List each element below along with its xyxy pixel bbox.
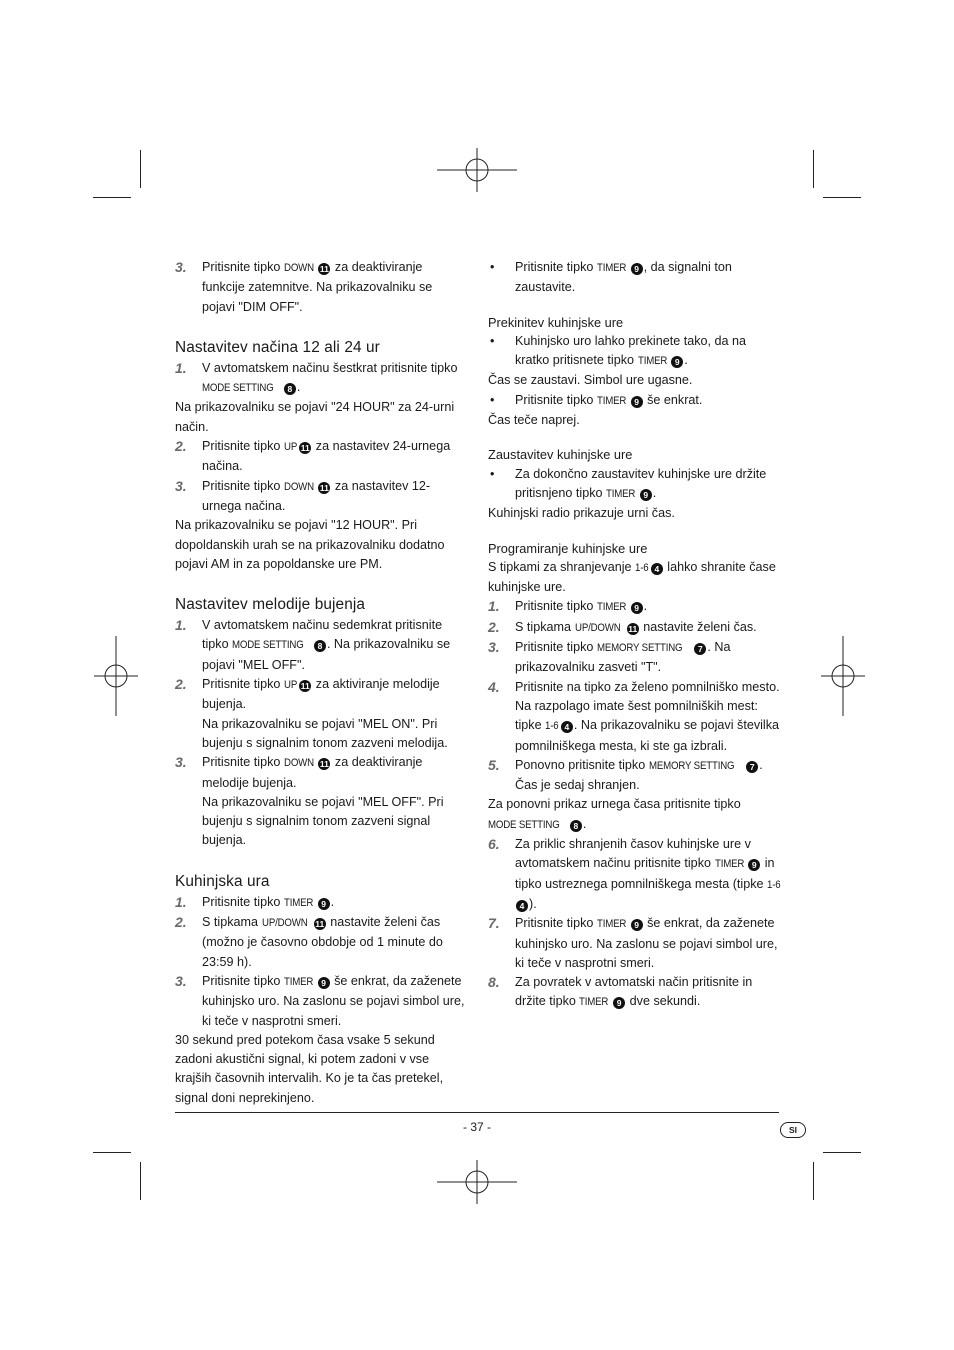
step-mode-2: 2. Pritisnite tipko UP 11 za nastavitev 24-urnega načina. <box>175 438 451 474</box>
step-dim-3: 3. Pritisnite tipko DOWN 11 za deaktiviranje funkcije zatemnitve. Na prikazovalniku se pojavi "DIM OFF". <box>175 259 433 314</box>
button-number-badge: 11 <box>319 264 329 274</box>
paragraph: 30 sekund pred potekom časa vsake 5 sekund zadoni akustični signal, ki potem zadoni v vse krajših časovnih intervalih. Ko je ta čas pretekel, signal doni neprekinjeno. <box>175 1032 444 1105</box>
step-number: 3. <box>175 259 187 275</box>
key-label: 1-6 <box>545 720 559 733</box>
step-mel-3: 3. Pritisnite tipko DOWN 11 za deaktiviranje melodije bujenja. Na prikazovalniku se pojavi "MEL OFF". Pri bujenju s signalnim tonom zazveni signal bujenja. <box>175 754 444 848</box>
registration-mark-left <box>94 636 138 716</box>
bullet-icon: • <box>490 392 495 407</box>
step-kit-1: 1. Pritisnite tipko TIMER 9 . <box>175 893 467 913</box>
button-number-badge: 11 <box>319 759 329 770</box>
step-prog-4: 4. Pritisnite na tipko za želeno pomnilniško mesto. Na razpolago imate šest pomnilniških mest: tipke 1-6 4 . Na prikazovalniku se pojavi številka pomnilniškega mesta, ki ste ga izbrali. <box>488 678 780 753</box>
registration-mark-bottom <box>437 1160 517 1204</box>
paragraph: Čas se zaustavi. Simbol ure ugasne. <box>488 373 693 388</box>
paragraph: Na prikazovalniku se pojavi "12 HOUR". Pri dopoldanskih urah se na prikazovalniku dodatno pojavi AM in za popoldanske ure PM. <box>175 518 445 571</box>
step-kit-2: 2. S tipkama UP/DOWN 11 nastavite želeni čas (možno je časovno obdobje od 1 minute do 23:59 h). <box>175 914 443 969</box>
step-mel-2: 2. Pritisnite tipko UP 11 za aktiviranje melodije bujenja. Na prikazovalniku se pojavi "MEL ON". Pri bujenju s signalnim tonom zazveni melodija. <box>175 676 448 750</box>
key-label: TIMER <box>283 975 314 988</box>
step-mel-1: 1. V avtomatskem načinu sedemkrat pritisnite tipko MODE SETTING 8 . Na prikazovalniku se pojavi "MEL OFF". <box>175 617 451 672</box>
paragraph: Čas teče naprej. <box>488 413 580 428</box>
footer-divider <box>175 1112 779 1113</box>
button-number-badge: 9 <box>671 356 683 368</box>
crop-mark <box>823 197 861 198</box>
key-label: TIMER <box>637 355 667 368</box>
bullet-icon: • <box>490 333 495 348</box>
subheading-pause: Prekinitev kuhinjske ure <box>488 314 624 330</box>
button-number-badge: 9 <box>318 898 330 910</box>
button-number-badge: 9 <box>631 396 643 408</box>
bullet-item: • Pritisnite tipko TIMER 9 še enkrat. <box>488 391 780 411</box>
paragraph: Za ponovni prikaz urnega časa pritisnite tipko MODE SETTING 8 . <box>488 795 780 835</box>
key-label: MEMORY SETTING <box>596 642 683 655</box>
step-prog-8: 8. Za povratek v avtomatski način pritisnite in držite tipko TIMER 9 dve sekundi. <box>488 973 780 1013</box>
page-number: - 37 - <box>462 1120 491 1134</box>
key-label: 1-6 <box>767 878 781 891</box>
key-label: MODE SETTING <box>488 818 560 831</box>
key-label: TIMER <box>283 896 314 909</box>
key-label: UP <box>283 441 297 454</box>
registration-mark-right <box>821 636 865 716</box>
button-number-badge: 4 <box>651 563 663 575</box>
crop-mark <box>140 1162 141 1200</box>
button-number-badge: 9 <box>631 602 643 614</box>
crop-mark <box>813 150 814 188</box>
key-label: MODE SETTING <box>202 382 274 395</box>
section-heading-mode: Nastavitev načina 12 ali 24 ur <box>175 338 380 356</box>
button-number-badge: 9 <box>318 977 330 989</box>
paragraph: Na prikazovalniku se pojavi "24 HOUR" za 24-urni način. <box>175 400 455 434</box>
paragraph: S tipkami za shranjevanje 1-6 4 lahko shranite čase kuhinjske ure. <box>488 559 776 595</box>
bullet-item: • Kuhinjsko uro lahko prekinete tako, da na kratko pritisnete tipko TIMER 9 . <box>488 332 780 372</box>
section-heading-kitchen: Kuhinjska ura <box>175 872 270 890</box>
key-label: 1-6 <box>635 561 649 574</box>
right-column <box>488 258 780 1013</box>
button-number-badge: 8 <box>284 383 296 395</box>
button-number-badge: 7 <box>746 761 758 773</box>
step-prog-5: 5. Ponovno pritisnite tipko MEMORY SETTING 7 . Čas je sedaj shranjen. <box>488 756 763 793</box>
key-label: DOWN <box>283 480 314 493</box>
button-number-badge: 11 <box>300 681 310 692</box>
bullet-item: • Pritisnite tipko TIMER 9 , da signalni ton zaustavite. <box>490 260 732 295</box>
button-number-badge: 11 <box>319 482 329 493</box>
key-label: TIMER <box>714 858 744 871</box>
key-label: UP/DOWN <box>261 917 308 930</box>
section-heading-melody: Nastavitev melodije bujenja <box>175 596 366 614</box>
key-label: TIMER <box>579 996 609 1009</box>
button-number-badge: 7 <box>694 643 706 655</box>
language-badge: SI <box>780 1122 806 1138</box>
step-prog-2: 2. S tipkama UP/DOWN 11 nastavite želeni čas. <box>488 618 780 638</box>
key-label: TIMER <box>596 394 627 407</box>
button-number-badge: 8 <box>570 820 582 832</box>
key-label: UP <box>283 679 297 692</box>
button-number-badge: 9 <box>631 919 643 931</box>
crop-mark <box>93 197 131 198</box>
key-label: MEMORY SETTING <box>648 759 735 772</box>
key-label: TIMER <box>596 918 627 931</box>
button-number-badge: 11 <box>300 443 310 454</box>
button-number-badge: 11 <box>628 623 638 634</box>
step-kit-3: 3. Pritisnite tipko TIMER 9 še enkrat, da zaženete kuhinjsko uro. Na zaslonu se pojavi simbol ure, ki teče v nasprotni smeri. <box>175 972 465 1028</box>
key-label: UP/DOWN <box>574 621 621 634</box>
step-mode-3: 3. Pritisnite tipko DOWN 11 za nastavitev 12-urnega načina. <box>175 477 431 513</box>
button-number-badge: 4 <box>516 900 528 912</box>
key-label: TIMER <box>606 487 636 500</box>
step-prog-3: 3. Pritisnite tipko MEMORY SETTING 7 . Na prikazovalniku zasveti "T". <box>488 639 731 675</box>
key-label: TIMER <box>596 601 627 614</box>
paragraph: Kuhinjski radio prikazuje urni čas. <box>488 506 675 521</box>
step-mode-1: 1. V avtomatskem načinu šestkrat pritisnite tipko MODE SETTING 8 . <box>175 359 467 399</box>
button-number-badge: 9 <box>613 997 625 1009</box>
subheading-stop: Zaustavitev kuhinjske ure <box>488 447 633 463</box>
crop-mark <box>140 150 141 188</box>
button-number-badge: 4 <box>561 721 573 733</box>
step-prog-7: 7. Pritisnite tipko TIMER 9 še enkrat, da zaženete kuhinjsko uro. Na zaslonu se pojavi simbol ure, ki teče v nasprotni smeri. <box>488 915 778 970</box>
button-number-badge: 9 <box>640 489 652 501</box>
step-prog-1: 1. Pritisnite tipko TIMER 9 . <box>488 597 780 617</box>
button-number-badge: 11 <box>315 919 325 930</box>
key-label: MODE SETTING <box>232 639 304 652</box>
left-column <box>175 258 467 1108</box>
key-label: TIMER <box>596 262 627 274</box>
crop-mark <box>813 1162 814 1200</box>
button-number-badge: 9 <box>748 859 760 871</box>
registration-mark-top <box>437 148 517 192</box>
step-prog-6: 6. Za priklic shranjenih časov kuhinjske ure v avtomatskem načinu pritisnite tipko TIMER 9 in tipko ustreznega pomnilniškega mesta (tipke 1-6 4 ). <box>488 836 781 911</box>
key-label: DOWN <box>283 757 314 770</box>
crop-mark <box>93 1152 131 1153</box>
bullet-icon: • <box>490 260 495 274</box>
subheading-programming: Programiranje kuhinjske ure <box>488 540 648 556</box>
bullet-icon: • <box>490 466 495 481</box>
bullet-item: • Za dokončno zaustavitev kuhinjske ure držite pritisnjeno tipko TIMER 9 . <box>488 465 780 505</box>
key-label: DOWN <box>283 262 314 274</box>
crop-mark <box>823 1152 861 1153</box>
button-number-badge: 9 <box>631 263 643 275</box>
button-number-badge: 8 <box>314 640 326 652</box>
